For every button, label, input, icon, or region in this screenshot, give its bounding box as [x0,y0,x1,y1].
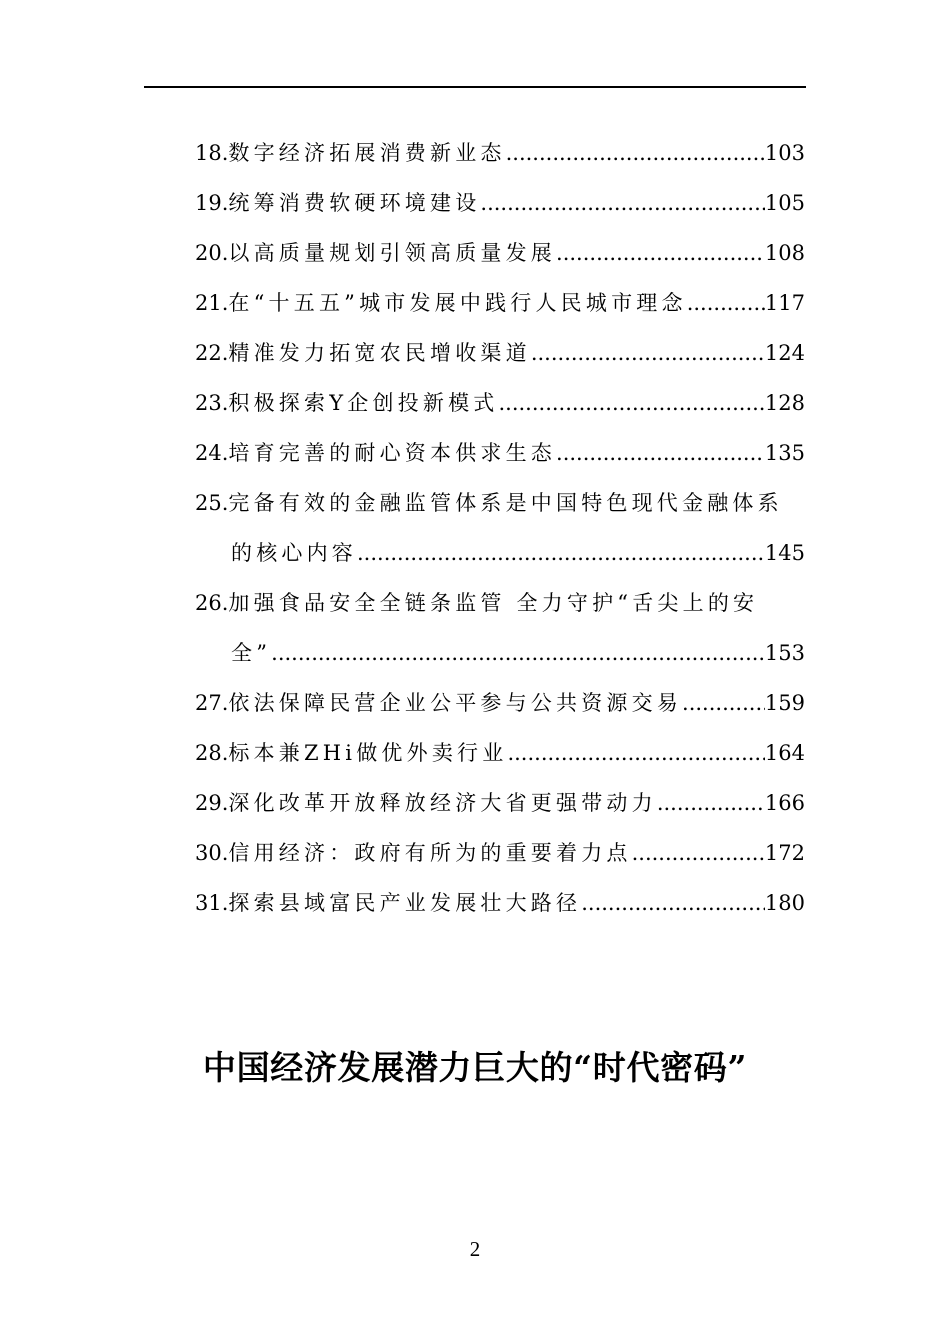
toc-leader [271,628,765,678]
toc-entry-24[interactable] [195,428,805,478]
toc-number: 28. [195,741,229,765]
toc-leader [657,778,765,828]
toc-page: 124 [764,341,805,365]
toc-entry-29[interactable] [195,778,805,828]
toc-title: 以高质量规划引领高质量发展 [228,241,557,265]
toc-number: 20. [195,241,229,265]
toc-leader [357,528,765,578]
toc-number: 24. [195,441,229,465]
toc-leader [556,428,765,478]
toc-number: 27. [195,691,229,715]
toc-title-continued: 全” [231,641,272,665]
toc-entry-25[interactable] [195,478,805,578]
toc-title: 积极探索Y企创投新模式 [228,391,499,415]
toc-title: 加强食品安全全链条监管 全力守护“舌尖上的安 [228,591,759,615]
toc-entry-23[interactable] [195,378,805,428]
toc-leader [632,828,765,878]
toc-title: 在“十五五”城市发展中践行人民城市理念 [228,291,687,315]
toc-entry-22[interactable] [195,328,805,378]
toc-title: 数字经济拓展消费新业态 [228,141,506,165]
toc-number: 22. [195,341,229,365]
header-rule [144,86,806,88]
toc-number: 18. [195,141,229,165]
toc-leader [531,328,765,378]
toc-number: 19. [195,191,229,215]
toc-title: 信用经济：政府有所为的重要着力点 [228,841,632,865]
toc-title: 依法保障民营企业公平参与公共资源交易 [228,691,683,715]
toc-page: 166 [764,791,805,815]
section-heading: 中国经济发展潜力巨大的“时代密码” [202,1048,748,1087]
toc-leader [556,228,765,278]
toc-page: 108 [764,241,805,265]
toc-title: 标本兼ZHi做优外卖行业 [228,741,508,765]
toc-leader [507,728,764,778]
toc-entry-20[interactable] [195,228,805,278]
toc-title: 培育完善的耐心资本供求生态 [228,441,557,465]
toc-leader [498,378,764,428]
page-number: 2 [469,1237,481,1261]
toc-page: 145 [764,541,805,565]
toc-page: 103 [764,141,805,165]
toc-number: 30. [195,841,229,865]
toc-entry-28[interactable] [195,728,805,778]
toc-page: 180 [764,891,805,915]
toc-number: 25. [195,491,229,515]
toc-entry-31[interactable] [195,878,805,928]
toc-entry-19[interactable] [195,178,805,228]
toc-page: 164 [764,741,805,765]
toc-entry-27[interactable] [195,678,805,728]
toc-title-continued: 的核心内容 [231,541,357,565]
toc-page: 153 [764,641,805,665]
toc-page: 135 [764,441,805,465]
toc-page: 172 [764,841,805,865]
toc-page: 105 [764,191,805,215]
toc-title: 探索县域富民产业发展壮大路径 [228,891,582,915]
toc-entry-18[interactable] [195,128,805,178]
toc-title: 深化改革开放释放经济大省更强带动力 [228,791,657,815]
table-of-contents [195,128,805,928]
toc-number: 31. [195,891,229,915]
toc-leader [687,278,765,328]
toc-leader [480,178,765,228]
toc-entry-21[interactable] [195,278,805,328]
toc-leader [506,128,765,178]
toc-number: 26. [195,591,229,615]
toc-leader [682,678,765,728]
toc-number: 21. [195,291,229,315]
toc-page: 159 [764,691,805,715]
toc-entry-30[interactable] [195,828,805,878]
toc-number: 29. [195,791,229,815]
toc-page: 128 [764,391,805,415]
toc-page: 117 [764,291,805,315]
toc-entry-26[interactable] [195,578,805,678]
toc-title: 精准发力拓宽农民增收渠道 [228,341,531,365]
toc-leader [581,878,765,928]
toc-title: 统筹消费软硬环境建设 [228,191,481,215]
toc-title: 完备有效的金融监管体系是中国特色现代金融体系 [228,491,783,515]
toc-number: 23. [195,391,229,415]
